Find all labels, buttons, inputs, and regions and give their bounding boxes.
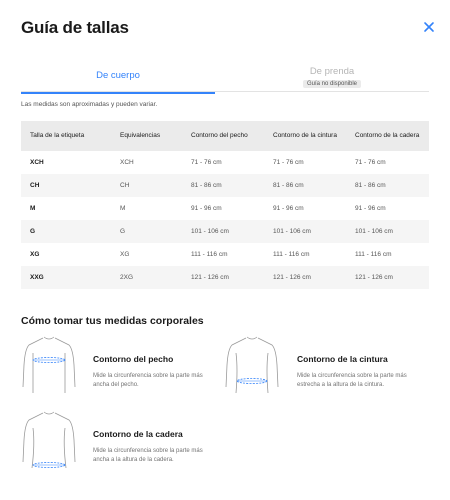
- table-cell: 71 - 76 cm: [273, 159, 304, 166]
- table-cell: XG: [120, 251, 130, 258]
- measure-description: Mide la circunferencia sobre la parte más ancha del pecho.: [93, 373, 203, 388]
- table-cell: 91 - 96 cm: [273, 205, 304, 212]
- table-cell: G: [111, 220, 182, 243]
- table-cell: 121 - 126 cm: [346, 266, 429, 289]
- measure-description: Mide la circunferencia sobre la parte más ancha a la altura de la cadera.: [93, 448, 203, 463]
- table-cell: 111 - 116 cm: [355, 251, 392, 258]
- table-cell: XCH: [120, 159, 134, 166]
- table-cell: 101 - 106 cm: [346, 220, 429, 243]
- table-cell: 121 - 126 cm: [264, 266, 346, 289]
- table-cell: 91 - 96 cm: [191, 205, 222, 212]
- table-cell: 81 - 86 cm: [346, 174, 429, 197]
- size-cell: XCH: [30, 159, 44, 166]
- table-cell: 2XG: [111, 266, 182, 289]
- table-cell: 81 - 86 cm: [182, 174, 264, 197]
- disclaimer-note: Las medidas son aproximadas y pueden variar.: [21, 101, 158, 108]
- table-cell: 81 - 86 cm: [264, 174, 346, 197]
- table-cell: 121 - 126 cm: [182, 266, 264, 289]
- tab-de-cuerpo[interactable]: [21, 64, 215, 92]
- modal-header: [21, 18, 436, 42]
- table-row: [21, 174, 429, 197]
- size-cell: CH: [21, 174, 111, 197]
- table-row: [21, 151, 429, 174]
- tab-bar: [21, 64, 429, 92]
- table-cell: 101 - 106 cm: [264, 220, 346, 243]
- page-title: Guía de tallas: [21, 18, 129, 37]
- size-cell: M: [30, 205, 36, 212]
- table-cell: 111 - 116 cm: [191, 251, 228, 258]
- size-cell: G: [21, 220, 111, 243]
- hip-measure-figure-icon: [21, 410, 77, 470]
- size-table: [21, 121, 429, 289]
- column-header: Contorno del pecho: [182, 121, 264, 151]
- tab-label: De prenda: [309, 66, 355, 77]
- measure-section-title: Cómo tomar tus medidas corporales: [21, 315, 204, 327]
- measure-description: Mide la circunferencia sobre la parte más estrecha a la altura de la cintura.: [297, 373, 407, 388]
- column-header: Equivalencias: [111, 121, 182, 151]
- size-cell: XXG: [21, 266, 111, 289]
- measure-title: Contorno de la cadera: [93, 429, 183, 439]
- table-cell: CH: [111, 174, 182, 197]
- waist-measure-figure-icon: [224, 335, 280, 395]
- tab-label: De cuerpo: [96, 70, 140, 81]
- table-row: [21, 197, 429, 220]
- table-row: [21, 266, 429, 289]
- table-header-row: [21, 121, 429, 151]
- measure-title: Contorno del pecho: [93, 354, 174, 364]
- table-cell: 91 - 96 cm: [355, 205, 386, 212]
- column-header: Contorno de la cadera: [346, 121, 429, 151]
- table-row: [21, 220, 429, 243]
- column-header: Talla de la etiqueta: [21, 121, 111, 151]
- table-row: [21, 243, 429, 266]
- measure-title: Contorno de la cintura: [297, 354, 388, 364]
- table-cell: 71 - 76 cm: [355, 159, 386, 166]
- table-cell: 101 - 106 cm: [182, 220, 264, 243]
- chest-measure-figure-icon: [21, 335, 77, 395]
- table-cell: 71 - 76 cm: [191, 159, 222, 166]
- table-cell: M: [120, 205, 126, 212]
- unavailable-badge: Guía no disponible: [303, 80, 361, 88]
- close-icon[interactable]: [422, 20, 436, 34]
- tab-de-prenda: [235, 64, 429, 92]
- table-cell: 111 - 116 cm: [273, 251, 310, 258]
- size-cell: XG: [30, 251, 40, 258]
- column-header: Contorno de la cintura: [264, 121, 346, 151]
